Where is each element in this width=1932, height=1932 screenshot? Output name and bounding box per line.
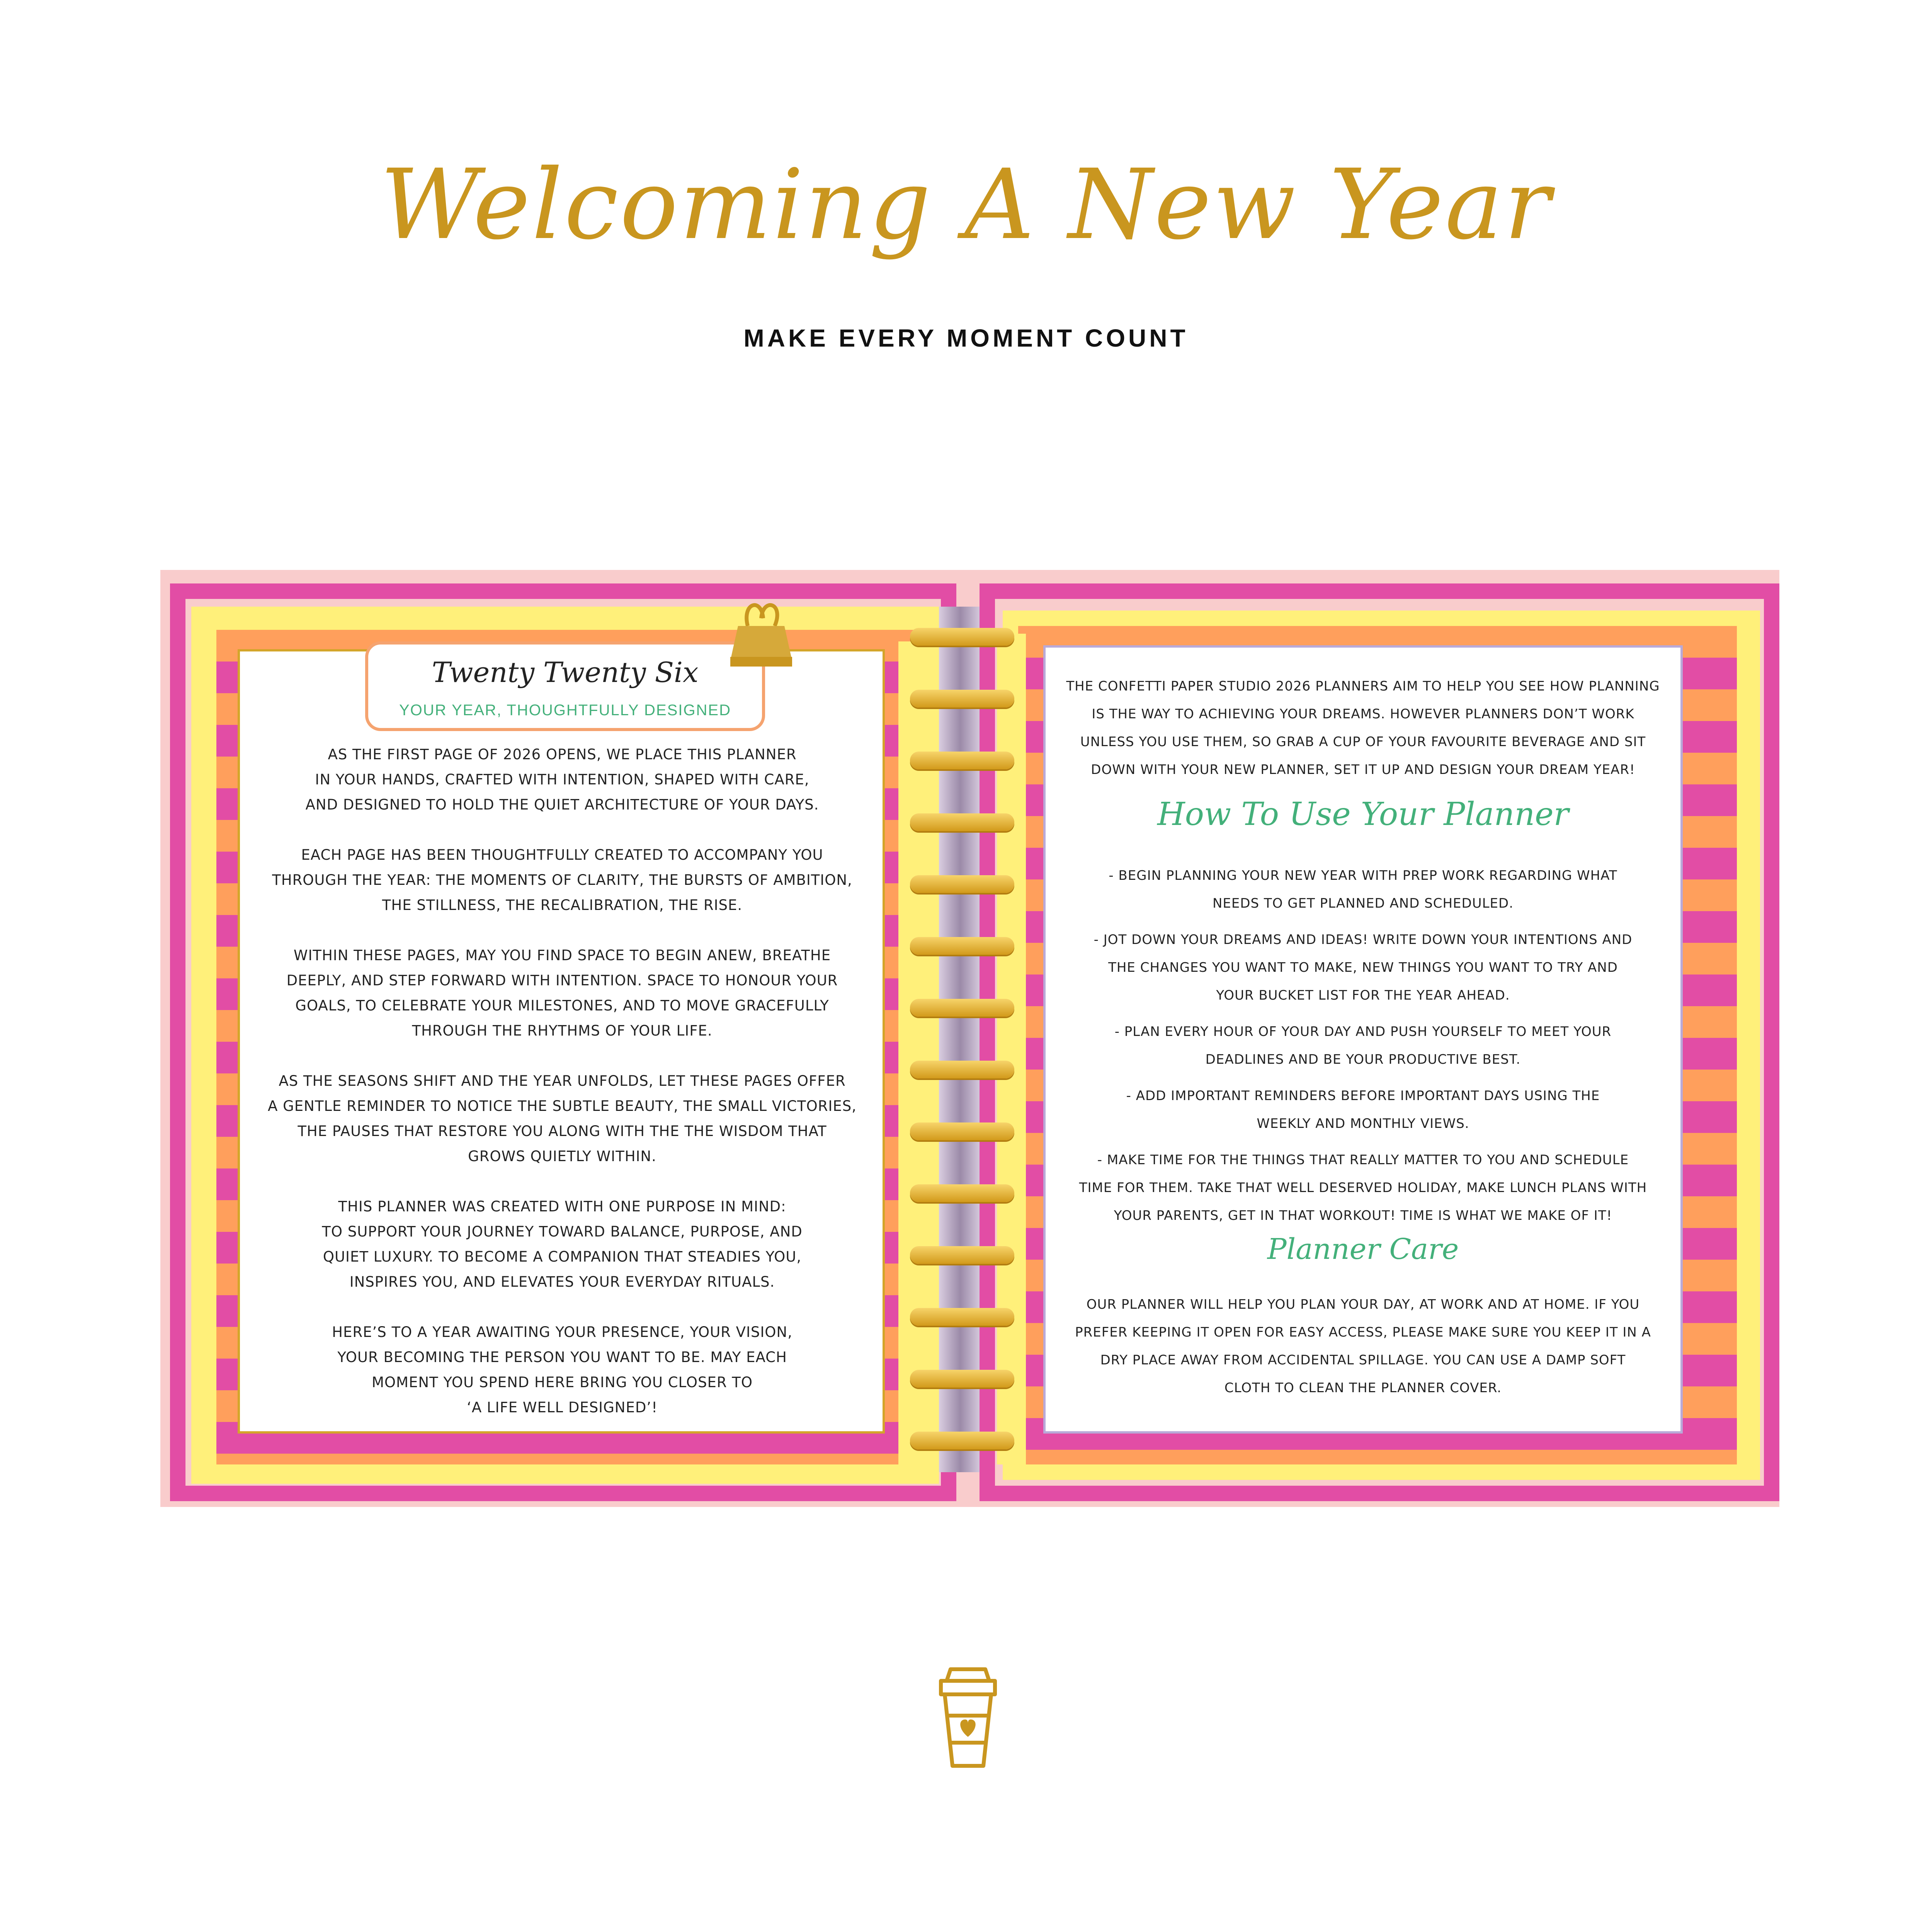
intro-line: UNLESS YOU USE THEM, SO GRAB A CUP OF YOUR FAVOURITE BEVERAGE AND SIT [1080,734,1646,750]
letter-line: GROWS QUIETLY WITHIN. [468,1148,656,1165]
care-line: CLOTH TO CLEAN THE PLANNER COVER. [1224,1380,1502,1396]
letter-line: AS THE FIRST PAGE OF 2026 OPENS, WE PLACE THIS PLANNER [328,746,797,763]
planner-care-heading: Planner Care [1267,1233,1459,1266]
tip-line: YOUR BUCKET LIST FOR THE YEAR AHEAD. [1216,988,1510,1003]
spiral-ring [910,1246,1014,1264]
letter-paragraph [243,1068,881,1169]
care-line: PREFER KEEPING IT OPEN FOR EASY ACCESS, PLEASE MAKE SURE YOU KEEP IT IN A [1075,1325,1651,1340]
letter-line: YOUR BECOMING THE PERSON YOU WANT TO BE. MAY EACH [337,1349,787,1366]
spine [939,607,981,1472]
spiral-ring [910,690,1014,707]
letter-line: HERE’S TO A YEAR AWAITING YOUR PRESENCE, YOUR VISION, [332,1324,793,1340]
spiral-ring [910,1184,1014,1202]
spiral-ring [910,937,1014,955]
letter-paragraph [243,842,881,918]
letter-line: MOMENT YOU SPEND HERE BRING YOU CLOSER TO [371,1374,753,1391]
letter-paragraph [243,943,881,1043]
letter-line: INSPIRES YOU, AND ELEVATES YOUR EVERYDAY RITUALS. [349,1274,775,1290]
letter-line: THIS PLANNER WAS CREATED WITH ONE PURPOSE IN MIND: [338,1198,786,1215]
year-label-subtitle: YOUR YEAR, THOUGHTFULLY DESIGNED [399,702,731,719]
planner-intro [1045,672,1681,784]
letter-line: THROUGH THE YEAR: THE MOMENTS OF CLARITY, THE BURSTS OF AMBITION, [272,872,852,888]
tips-list [1045,862,1681,1230]
tip-line: DEADLINES AND BE YOUR PRODUCTIVE BEST. [1205,1052,1521,1067]
intro-line: DOWN WITH YOUR NEW PLANNER, SET IT UP AND DESIGN YOUR DREAM YEAR! [1091,762,1635,777]
care-line: OUR PLANNER WILL HELP YOU PLAN YOUR DAY, AT WORK AND AT HOME. IF YOU [1086,1297,1640,1312]
page-title: Welcoming A New Year [380,148,1552,261]
binder-clip-icon [726,595,796,672]
how-to-use-heading: How To Use Your Planner [1157,796,1569,833]
tip-line: WEEKLY AND MONTHLY VIEWS. [1257,1116,1469,1131]
spiral-ring [910,999,1014,1017]
coffee-cup-heart-icon [935,1665,1001,1770]
tip-item [1045,1018,1681,1073]
letter-line: THROUGH THE RHYTHMS OF YOUR LIFE. [412,1022,713,1039]
letter-paragraph [243,1194,881,1294]
tip-line: YOUR PARENTS, GET IN THAT WORKOUT! TIME IS WHAT WE MAKE OF IT! [1114,1208,1612,1223]
tip-line: NEEDS TO GET PLANNED AND SCHEDULED. [1212,896,1514,911]
letter-line: EACH PAGE HAS BEEN THOUGHTFULLY CREATED TO ACCOMPANY YOU [301,847,823,863]
letter-line: GOALS, TO CELEBRATE YOUR MILESTONES, AND TO MOVE GRACEFULLY [295,997,829,1014]
year-label-title: Twenty Twenty Six [432,656,699,689]
tip-line: - MAKE TIME FOR THE THINGS THAT REALLY MATTER TO YOU AND SCHEDULE [1097,1152,1629,1168]
spiral-ring [910,875,1014,893]
letter-line: QUIET LUXURY. TO BECOME A COMPANION THAT STEADIES YOU, [323,1248,802,1265]
year-label-card [365,641,765,731]
letter-line: THE STILLNESS, THE RECALIBRATION, THE RISE. [382,897,743,913]
spiral-ring [910,1308,1014,1326]
tip-line: TIME FOR THEM. TAKE THAT WELL DESERVED HOLIDAY, MAKE LUNCH PLANS WITH [1079,1180,1647,1196]
letter-line: IN YOUR HANDS, CRAFTED WITH INTENTION, SHAPED WITH CARE, [315,771,810,788]
tip-item [1045,1082,1681,1138]
letter-line: WITHIN THESE PAGES, MAY YOU FIND SPACE TO BEGIN ANEW, BREATHE [293,947,831,964]
tip-item [1045,926,1681,1009]
letter-paragraph [243,742,881,817]
care-line: DRY PLACE AWAY FROM ACCIDENTAL SPILLAGE. YOU CAN USE A DAMP SOFT [1100,1352,1626,1368]
spiral-ring [910,1122,1014,1140]
tip-line: - JOT DOWN YOUR DREAMS AND IDEAS! WRITE DOWN YOUR INTENTIONS AND [1094,932,1633,947]
spiral-ring [910,1370,1014,1388]
welcome-letter [243,742,881,1445]
spiral-ring [910,628,1014,646]
planner-care-text [1045,1291,1681,1402]
intro-line: THE CONFETTI PAPER STUDIO 2026 PLANNERS AIM TO HELP YOU SEE HOW PLANNING [1066,679,1660,694]
spiral-ring [910,1061,1014,1078]
tip-line: - PLAN EVERY HOUR OF YOUR DAY AND PUSH YOURSELF TO MEET YOUR [1114,1024,1612,1039]
letter-paragraph [243,1320,881,1420]
letter-line: AND DESIGNED TO HOLD THE QUIET ARCHITECTURE OF YOUR DAYS. [305,796,819,813]
letter-line: TO SUPPORT YOUR JOURNEY TOWARD BALANCE, PURPOSE, AND [322,1223,803,1240]
tip-item [1045,862,1681,917]
tip-line: - BEGIN PLANNING YOUR NEW YEAR WITH PREP WORK REGARDING WHAT [1109,868,1617,883]
tip-line: - ADD IMPORTANT REMINDERS BEFORE IMPORTANT DAYS USING THE [1126,1088,1600,1104]
letter-line: A GENTLE REMINDER TO NOTICE THE SUBTLE BEAUTY, THE SMALL VICTORIES, [268,1098,857,1114]
letter-line: ‘A LIFE WELL DESIGNED’! [467,1399,658,1416]
tip-item [1045,1146,1681,1230]
spiral-ring [910,1432,1014,1449]
spiral-ring [910,813,1014,831]
spiral-ring [910,752,1014,769]
letter-line: DEEPLY, AND STEP FORWARD WITH INTENTION. SPACE TO HONOUR YOUR [286,972,838,989]
letter-line: THE PAUSES THAT RESTORE YOU ALONG WITH THE THE WISDOM THAT [298,1123,827,1139]
page-subtitle: MAKE EVERY MOMENT COUNT [743,324,1189,352]
intro-line: IS THE WAY TO ACHIEVING YOUR DREAMS. HOWEVER PLANNERS DON’T WORK [1092,706,1634,722]
tip-line: THE CHANGES YOU WANT TO MAKE, NEW THINGS YOU WANT TO TRY AND [1108,960,1618,975]
letter-line: AS THE SEASONS SHIFT AND THE YEAR UNFOLDS, LET THESE PAGES OFFER [279,1073,846,1089]
